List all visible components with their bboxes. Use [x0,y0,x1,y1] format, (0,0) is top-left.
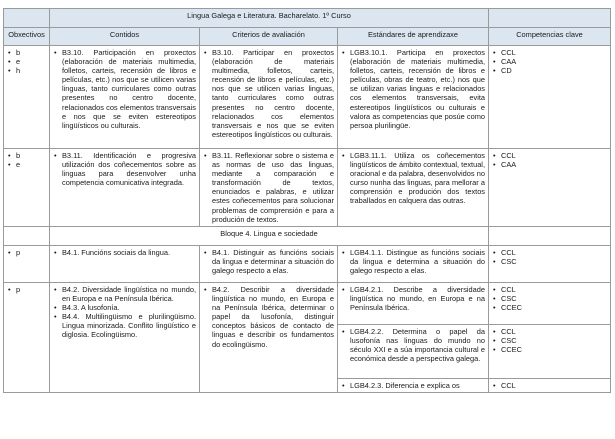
criteria-cell [200,46,338,149]
objective-item: • e [7,160,46,169]
objective-item: • p [7,285,46,294]
content-item: • B3.11. Identificación e progresiva utilización dos coñecementos sobre as linguas para desenvolver unha competencia comunicativa integrada. [53,151,196,187]
criteria-cell [200,283,338,393]
competence-item: • CSC [492,336,607,345]
blank-cell [4,227,50,246]
table-row [4,149,611,227]
objective-item: • e [7,57,46,66]
block-title: Bloque 4. Lingua e sociedade [50,227,489,246]
content-item: • B4.1. Funcións sociais da lingua. [53,248,196,257]
objective-item: • b [7,151,46,160]
competence-item: • CAA [492,160,607,169]
contents-cell [50,149,200,227]
criterion-item: • B3.11. Reflexionar sobre o sistema e as normas de uso das linguas, mediante a comparación e transformación de textos, enunciados e palabras, e utilizar estes coñecementos para solucionar problemas de comprensión e para a produción de textos. [203,151,334,224]
competence-item: • CD [492,66,607,75]
competence-item: • CCL [492,327,607,336]
content-item: • B4.2. Diversidade lingüística no mundo, en Europa e na Península Ibérica. [53,285,196,303]
standard-item: • LGB4.2.3. Diferencia e explica os [341,381,485,390]
header-competences: Competencias clave [489,28,611,46]
competence-item: • CAA [492,57,607,66]
criterion-item: • B4.2. Describir a diversidade lingüística no mundo, en Europa e na Península Ibérica, determinar o papel da lusofonía, distinguir conceptos básicos de contacto de linguas e describir os fundamentos do ecolingüismo. [203,285,334,349]
header-row [4,28,611,46]
table-row [4,283,611,325]
objective-item: • b [7,48,46,57]
criteria-cell [200,149,338,227]
standards-cell [338,246,489,283]
objectives-cell [4,283,50,393]
blank-cell [489,227,611,246]
table-row [4,46,611,149]
competence-item: • CCEC [492,303,607,312]
blank-cell [489,9,611,28]
competence-item: • CCL [492,248,607,257]
competence-item: • CCEC [492,345,607,354]
competences-cell [489,379,611,393]
title-row [4,9,611,28]
standards-cell [338,379,489,393]
competence-item: • CCL [492,381,607,390]
competence-item: • CCL [492,48,607,57]
header-criteria: Criterios de avaliación [200,28,338,46]
standard-item: • LGB3.11.1. Utiliza os coñecementos lingüísticos de ámbito contextual, textual, oracional e da palabra, desenvolvidos no curso nunha das linguas, para mellorar a comprensión e produción dos textos traballados en calquera das outras. [341,151,485,206]
standard-item: • LGB4.2.1. Describe a diversidade lingüística no mundo, en Europa e na Península Ibérica. [341,285,485,312]
objectives-cell [4,149,50,227]
standards-cell [338,325,489,379]
blank-cell [4,9,50,28]
competences-cell [489,283,611,325]
table-row [4,246,611,283]
content-item: • B3.10. Participación en proxectos (elaboración de materiais multimedia, folletos, carteis, recensión de libros e películas, etc.) nos que se utilicen varias linguas, tanto curriculares como outras presentes no centro docente, relacionados cos elementos transversais e nos que se eviten estereotipos lingüísticos ou culturais. [53,48,196,130]
objective-item: • h [7,66,46,75]
objective-item: • p [7,248,46,257]
contents-cell [50,283,200,393]
content-item: • B4.4. Multilingüismo e plurilingüismo. Lingua minorizada. Conflito lingüístico e diglosia. Ecolingüismo. [53,312,196,339]
standard-item: • LGB4.2.2. Determina o papel da lusofonía nas linguas do mundo no século XXI e a súa importancia cultural e económica desde a perspectiva galega. [341,327,485,363]
competences-cell [489,325,611,379]
competences-cell [489,46,611,149]
standards-cell [338,46,489,149]
standards-cell [338,283,489,325]
competences-cell [489,149,611,227]
header-objectives: Obxectivos [4,28,50,46]
standards-cell [338,149,489,227]
competence-item: • CCL [492,151,607,160]
competence-item: • CSC [492,257,607,266]
competences-cell [489,246,611,283]
objectives-cell [4,246,50,283]
criterion-item: • B4.1. Distinguir as funcións sociais da lingua e determinar a situación do galego respecto a elas. [203,248,334,275]
criterion-item: • B3.10. Participar en proxectos (elaboración de materiais multimedia, folletos, carteis, recensión de libros e películas, etc.) nos que se utilicen varias linguas, tanto curriculares como outras presentes no centro docente, relacionados cos elementos transversais e nos que se eviten estereotipos lingüísticos ou culturais. [203,48,334,139]
header-standards: Estándares de aprendizaxe [338,28,489,46]
block-row [4,227,611,246]
standard-item: • LGB4.1.1. Distingue as funcións sociais da lingua e determina a situación do galego respecto a elas. [341,248,485,275]
curriculum-table [3,8,611,393]
header-contents: Contidos [50,28,200,46]
content-item: • B4.3. A lusofonía. [53,303,196,312]
standard-item: • LGB3.10.1. Participa en proxectos (elaboración de materiais multimedia, folletos, carteis, recensión de libros e películas, obras de teatro, etc.) nos que se utilizan varias linguas e relacionados cos elementos transversais, evita estereotipos lingüísticos ou culturais e valora as competencias que posúe como persoa plurilingüe. [341,48,485,130]
objectives-cell [4,46,50,149]
competence-item: • CSC [492,294,607,303]
contents-cell [50,46,200,149]
table-title: Lingua Galega e Literatura. Bacharelato. 1º Curso [50,9,489,28]
competence-item: • CCL [492,285,607,294]
criteria-cell [200,246,338,283]
contents-cell [50,246,200,283]
